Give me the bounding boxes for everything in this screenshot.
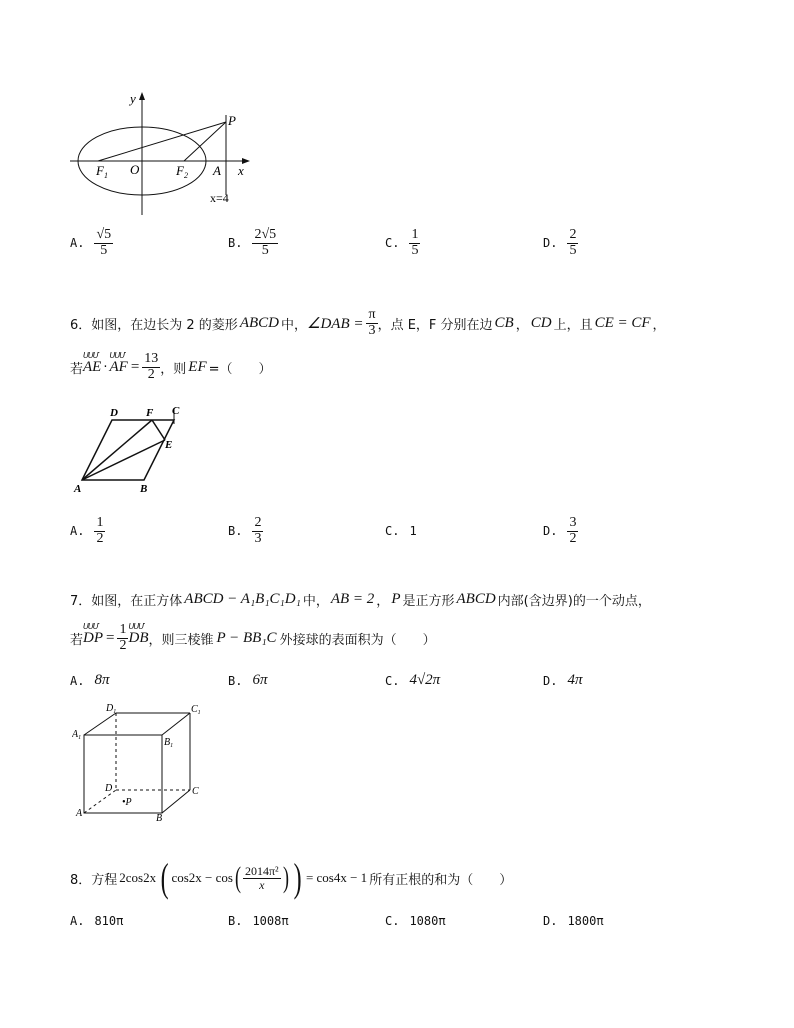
q5-option-d[interactable] — [543, 228, 578, 258]
segment-FE — [152, 420, 165, 440]
label-A: A — [74, 483, 82, 495]
option-fraction: $\frac{2}{3}$ — [254, 515, 262, 546]
option-label: B. — [228, 914, 243, 928]
option-label: C. — [385, 914, 400, 928]
option-text: 1 — [409, 524, 417, 538]
option-fraction: $\frac{2}{5}$ — [569, 227, 577, 258]
option-label: B. — [228, 236, 243, 251]
q7-option-c[interactable] — [385, 672, 440, 689]
label-line-x4: x=4 — [210, 191, 229, 205]
option-text: 4π — [567, 672, 583, 688]
vector-AF: ՍՍՄ AF — [109, 350, 128, 375]
rhombus-figure — [70, 402, 190, 497]
option-fraction: $\frac{1}{5}$ — [411, 227, 419, 258]
vector-DB: ՍՍՄ DB — [128, 621, 149, 646]
option-label: A. — [70, 673, 85, 688]
option-fraction: $\frac{3}{2}$ — [569, 515, 577, 546]
cube-figure — [72, 700, 212, 825]
option-label: A. — [70, 524, 85, 539]
label-F1: $F_1$ — [96, 163, 108, 180]
q7-line1: 7．如图，在正方体 ABCD − A₁B₁C₁D₁ 中， AB = 2 ， P 是正方形 ABCD 内部(含边界)的一个动点， — [70, 591, 651, 609]
vector-DP: ՍՍՄ DP — [83, 621, 104, 646]
q6-option-a[interactable] — [70, 516, 105, 546]
label-x: x — [238, 163, 244, 178]
label-y: y — [130, 91, 136, 106]
option-label: B. — [228, 524, 243, 539]
label-A: A — [76, 808, 83, 819]
segment-AF — [82, 420, 152, 480]
label-B: B — [140, 483, 148, 495]
label-E: E — [165, 439, 173, 451]
q7-option-d[interactable] — [543, 672, 582, 689]
segment-AE — [82, 440, 165, 480]
big-paren-left: ( — [160, 855, 169, 900]
label-C: C — [172, 405, 180, 417]
label-B1: $B_1$ — [164, 737, 174, 749]
label-B: B — [156, 813, 163, 824]
y-axis-arrow — [139, 92, 145, 100]
q8-option-a[interactable] — [70, 914, 123, 928]
label-P: P — [228, 113, 236, 128]
option-label: D. — [543, 236, 558, 251]
segment-PF1 — [98, 122, 226, 161]
mid-paren-left: ( — [234, 861, 241, 894]
option-label: D. — [543, 673, 558, 688]
label-A1: $A_1$ — [72, 729, 82, 741]
label-D: D — [110, 407, 118, 419]
option-label: D. — [543, 524, 558, 539]
q7-option-b[interactable] — [228, 672, 267, 689]
option-label: D. — [543, 914, 558, 928]
label-A: A — [213, 163, 221, 178]
q8-line: 8．方程 2cos2x ( cos2x − cos ( $\frac{\text{2014π²}}{x}$ ) ) = cos4x − 1 所有正根的和为（ ） — [70, 855, 513, 900]
vector-AE: ՍՍՄ AE — [83, 350, 102, 375]
option-label: A. — [70, 236, 85, 251]
option-label: A. — [70, 914, 85, 928]
label-F2: $F_2$ — [176, 163, 188, 180]
q8-option-b[interactable] — [228, 914, 289, 928]
q6-option-c[interactable] — [385, 524, 417, 538]
q6-option-b[interactable] — [228, 516, 263, 546]
option-text: 1008π — [252, 914, 289, 928]
option-text: 6π — [252, 672, 268, 688]
option-text: 4√2π — [409, 672, 441, 688]
option-fraction: $\frac{1}{2}$ — [96, 515, 104, 546]
label-D1: $D_1$ — [106, 703, 117, 715]
q6-line2: 若 ՍՍՄ AE · ՍՍՄ AF = $\frac{13}{2}$ ，则 EF =（ ） — [70, 350, 272, 382]
label-C: C — [192, 786, 199, 797]
option-fraction: $\frac{√5}{5}$ — [96, 227, 112, 258]
label-F: F — [146, 407, 154, 419]
q7-line2: 若 ՍՍՄ DP = $\frac{1}{2}$ ՍՍՄ DB ，则三棱锥 P − BB₁C 外接球的表面积为（ ） — [70, 621, 436, 653]
q8-option-c[interactable] — [385, 914, 446, 928]
ellipse-figure — [60, 85, 260, 220]
q5-option-b[interactable] — [228, 228, 278, 258]
q5-option-a[interactable] — [70, 228, 113, 258]
q6-option-d[interactable] — [543, 516, 578, 546]
mid-paren-right: ) — [282, 861, 289, 894]
option-text: 1800π — [567, 914, 604, 928]
edge-BC — [162, 790, 190, 813]
option-label: C. — [385, 236, 400, 251]
big-paren-right: ) — [293, 855, 302, 900]
label-C1: $C_1$ — [191, 704, 201, 716]
option-label: B. — [228, 673, 243, 688]
option-label: C. — [385, 524, 400, 538]
rhombus — [82, 420, 174, 480]
option-text: 1080π — [409, 914, 446, 928]
q6-line1: 6．如图，在边长为 2 的菱形 ABCD 中， ∠DAB = $\frac{\pi}{3}$ ，点 E，F 分别在边 CB ， CD 上，且 CE = CF ， — [70, 307, 666, 338]
edge-B1C1 — [162, 713, 190, 735]
label-D: D — [105, 783, 113, 794]
option-text: 810π — [94, 914, 124, 928]
edge-A1D1 — [84, 713, 116, 735]
option-fraction: $\frac{2√5}{5}$ — [254, 227, 277, 258]
q7-option-a[interactable] — [70, 672, 109, 689]
option-text: 8π — [94, 672, 110, 688]
option-label: C. — [385, 673, 400, 688]
q8-option-d[interactable] — [543, 914, 604, 928]
label-O: O — [130, 162, 140, 177]
label-P: •P — [122, 797, 132, 808]
q5-option-c[interactable] — [385, 228, 420, 258]
